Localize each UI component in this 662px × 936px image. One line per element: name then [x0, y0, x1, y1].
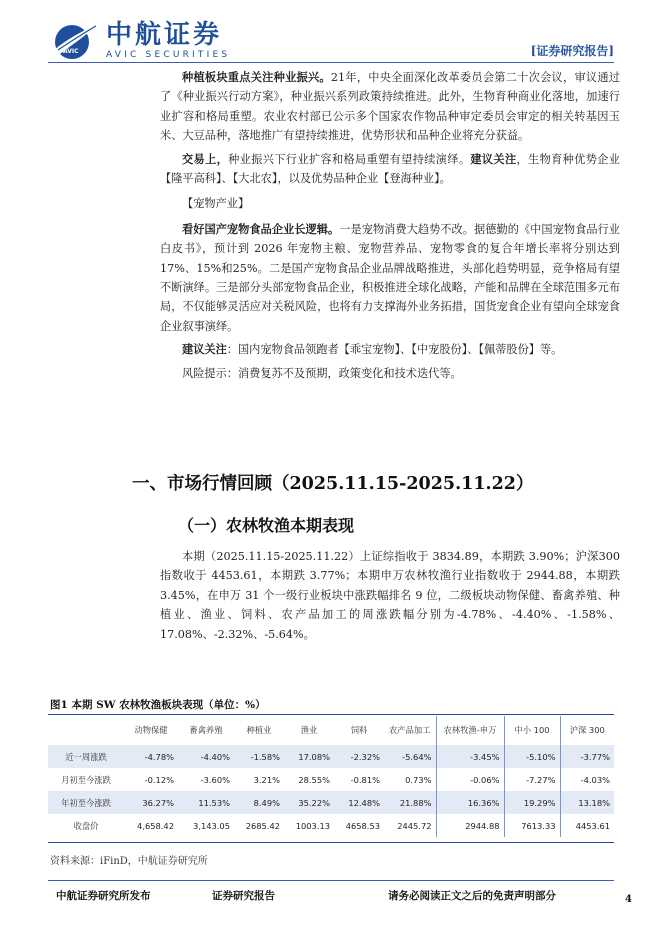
header-cell: 农林牧渔-申万: [436, 716, 504, 745]
table-cell: 35.22%: [284, 791, 334, 814]
table-cell: 28.55%: [298, 774, 330, 785]
trading-paragraph: [160, 150, 620, 189]
table-cell: 12.48%: [334, 791, 384, 814]
table-cell: 2944.88: [436, 814, 504, 837]
table-cell: 3,143.05: [193, 820, 230, 831]
trading-lead: 交易上，: [182, 151, 229, 166]
table-cell: 7613.33: [504, 814, 560, 837]
footer-divider: [48, 880, 614, 881]
header-cell: 沪深 300: [560, 716, 614, 745]
header-cell: 中小 100: [504, 716, 560, 745]
table-cell: 19.29%: [504, 791, 560, 814]
plane-logo-icon: [50, 20, 100, 60]
pet-industry-heading: 【宠物产业】: [182, 197, 250, 211]
pet-recommend-paragraph: [160, 340, 620, 359]
table-row: [48, 768, 614, 791]
risk-warning-paragraph: 风险提示：消费复苏不及预期，政策变化和技术迭代等。: [182, 366, 462, 380]
header-cell: 畜禽养殖: [189, 725, 223, 735]
table-cell: -5.64%: [384, 745, 436, 768]
seed-industry-paragraph: [160, 68, 620, 146]
page-header: [0, 0, 662, 66]
pet-food-paragraph: [160, 220, 620, 336]
row-label: 近一周涨跌: [48, 745, 124, 768]
table-cell: -4.40%: [178, 745, 234, 768]
header-cell: 渔业: [300, 725, 318, 735]
table-cell: 11.53%: [178, 791, 234, 814]
pet-food-text: 一是宠物消费大趋势不改。据德勤的《中国宠物食品行业白皮书》，预计到 2026 年宠物主粮、宠物营养品、宠物零食的复合年增长率将分别达到17%、15%和25%。二是国产宠物食品企业品牌战略推进，头部化趋势明显，竞争格局有望不断演绎。三是部分头部宠物食品企业，积极推进全球化战略，产能和品牌在全球范围多元布局，不仅能够灵活应对关税风险，也将有力支撑海外业务拓措，国货宠食企业有望向全球宠食企业叙事演绎。: [160, 222, 620, 333]
pet-recommend-label: 建议关注: [182, 342, 227, 357]
table-cell: 16.36%: [436, 791, 504, 814]
footer-publisher: 中航证券研究所发布: [56, 890, 151, 902]
table-cell: 13.18%: [560, 791, 614, 814]
table-cell: 3.21%: [253, 774, 280, 785]
logo-english-name: AVIC SECURITIES: [106, 49, 231, 60]
table-cell: 17.08%: [284, 745, 334, 768]
pet-recommend-text: ：国内宠物食品领跑者【乖宝宠物】、【中宠股份】、【佩蒂股份】等。: [226, 343, 563, 357]
header-cell: 饲料: [350, 725, 368, 735]
market-summary: [160, 547, 620, 648]
table-row: [48, 814, 614, 837]
header-divider: [48, 62, 614, 63]
table-header-row: [48, 716, 614, 745]
market-summary-paragraph: 本期（2025.11.15-2025.11.22）上证综指收于 3834.89，本期跌 3.90%；沪深300 指数收于 4453.61，本期跌 3.77%；本期申万农林牧渔行业指数收于 2944.88，本期跌 3.45%，在申万 31 个一级行业板块中涨跌幅排名 9 位，二级板块动物保健、畜禽养殖、种植业、渔业、饲料、农产品加工的周涨跌幅分别为-4.78%、-4.40%、-1.58%、17.08%、-2.32%、-5.64%。: [160, 550, 620, 641]
seed-industry-lead: 种植板块重点关注种业振兴。: [182, 70, 331, 84]
table-cell: 2685.42: [245, 820, 280, 831]
figure-title: 图1 本期 SW 农林牧渔板块表现（单位：%）: [50, 699, 266, 711]
table-row: [48, 791, 614, 814]
table-cell: -7.27%: [504, 768, 560, 791]
table-cell: 4,658.42: [137, 820, 174, 831]
logo-badge-text: AVIC: [63, 48, 79, 55]
body-content: [160, 68, 620, 387]
header-cell: 种植业: [246, 725, 272, 735]
table-cell: -3.45%: [436, 745, 504, 768]
trading-recommend-text: ，生物育种优势企业【隆平高科】、【大北农】，以及优势品种企业【登海种业】。: [160, 152, 620, 186]
figure-source: 资料来源：iFinD，中航证券研究所: [50, 856, 208, 867]
trading-text: 种业振兴下行业扩容和格局重塑有望持续演绎。: [228, 152, 471, 166]
company-logo: [50, 20, 230, 60]
header-cell: 动物保健: [134, 725, 168, 735]
table-cell: -0.06%: [436, 768, 504, 791]
table-cell: 0.73%: [405, 774, 432, 785]
table-cell: -1.58%: [234, 745, 284, 768]
subsection-agriculture-title: （一）农林牧渔本期表现: [178, 516, 355, 535]
row-label: 年初至今涨跌: [48, 791, 124, 814]
header-cell: 农产品加工: [389, 725, 431, 735]
row-label: 月初至今涨跌: [61, 774, 111, 785]
logo-chinese-name: 中航证券: [106, 19, 223, 50]
row-label: 收盘价: [73, 820, 99, 831]
table-cell: 2445.72: [397, 820, 432, 831]
table-cell: -3.60%: [200, 774, 230, 785]
table-cell: 21.88%: [384, 791, 436, 814]
sector-performance-table: [48, 716, 614, 837]
table-cell: -4.03%: [560, 768, 614, 791]
table-cell: 1003.13: [295, 820, 330, 831]
table-cell: -3.77%: [560, 745, 614, 768]
recommend-label: 建议关注: [470, 151, 517, 166]
header-blank: [48, 716, 124, 745]
table-cell: -0.12%: [144, 774, 174, 785]
table-cell: -2.32%: [334, 745, 384, 768]
table-cell: 4658.53: [345, 820, 380, 831]
table-top-rule: [48, 714, 614, 715]
table-cell: 4453.61: [560, 814, 614, 837]
page-number: 4: [625, 894, 632, 905]
seed-industry-text: 21年，中央全面深化改革委员会第二十次会议，审议通过了《种业振兴行动方案》，种业振兴系列政策持续推进。此外，生物育种商业化落地，加速行业扩容和格局重塑。农业农村部已公示多个国家农作物品种审定委员会审定的相关转基因玉米、大豆品种，落地推广有望持续推进，优势形状和品种企业将充分获益。: [160, 71, 620, 143]
table-cell: -5.10%: [504, 745, 560, 768]
table-cell: -4.78%: [124, 745, 178, 768]
pet-food-lead: 看好国产宠物食品企业长逻辑。: [182, 221, 340, 236]
report-type-tag: [证券研究报告]: [530, 44, 614, 58]
footer-doc-type: 证券研究报告: [212, 890, 275, 902]
table-cell: 8.49%: [234, 791, 284, 814]
table-cell: 36.27%: [124, 791, 178, 814]
table-row: [48, 745, 614, 768]
table-cell: -0.81%: [350, 774, 380, 785]
footer-disclaimer: 请务必阅读正文之后的免责声明部分: [388, 890, 556, 902]
table-bottom-rule: [48, 842, 614, 843]
section-market-review-title: 一、市场行情回顾（2025.11.15-2025.11.22）: [132, 474, 534, 494]
